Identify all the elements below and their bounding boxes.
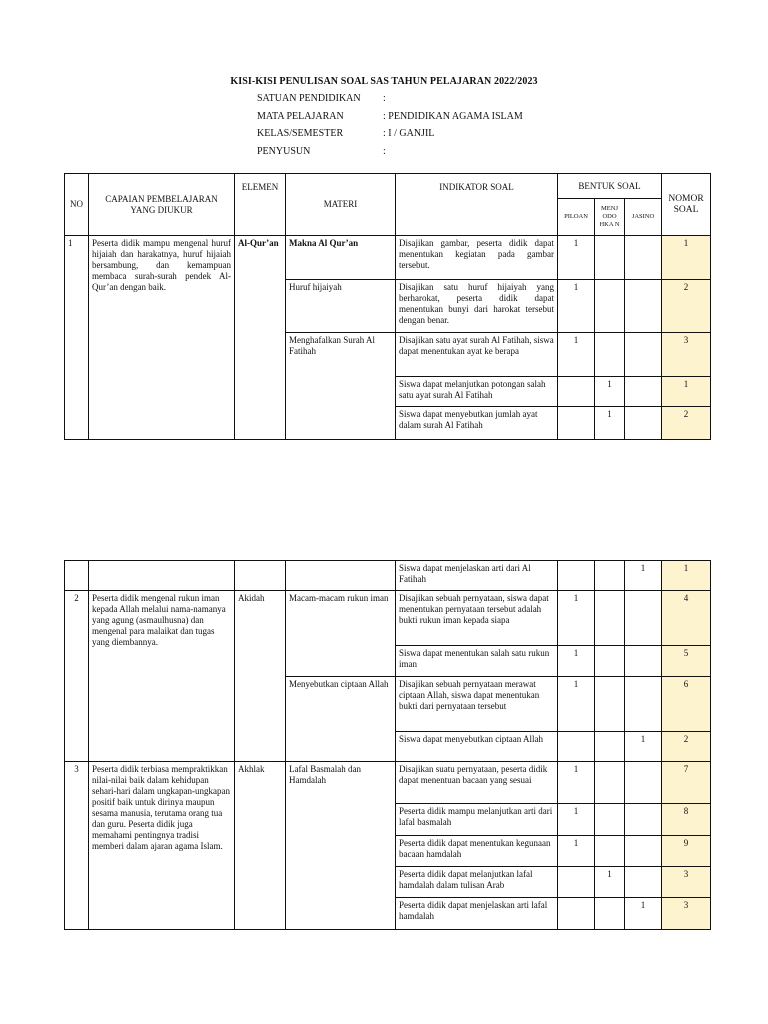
- cell-nomor: 1: [662, 377, 711, 407]
- info-value: :: [383, 145, 386, 157]
- header-bentuk-soal: BENTUK SOAL: [558, 174, 662, 199]
- cell-indikator: Siswa dapat menentukan salah satu rukun iman: [396, 646, 558, 677]
- cell-nomor: 9: [662, 836, 711, 867]
- cell-jasino: 1: [625, 898, 662, 930]
- cell-menjodohkan: [595, 677, 625, 732]
- header-capaian: CAPAIAN PEMBELAJARAN YANG DIUKUR: [89, 174, 235, 236]
- cell-capaian: Peserta didik mampu mengenal huruf hijaiah dan harakatnya, huruf hijaiah bersambung, dan kemampuan membaca surah-surah pendek Al-Qur’an dengan baik.: [89, 236, 235, 440]
- cell-menjodohkan: 1: [595, 867, 625, 898]
- document-title: KISI-KISI PENULISAN SOAL SAS TAHUN PELAJARAN 2022/2023: [230, 76, 538, 87]
- info-label: SATUAN PENDIDIKAN: [257, 93, 361, 104]
- cell-jasino: [625, 836, 662, 867]
- cell-piloan: [558, 867, 595, 898]
- cell-no: 2: [65, 591, 89, 762]
- cell-piloan: 1: [558, 280, 595, 333]
- cell-materi: [286, 561, 396, 591]
- cell-jasino: [625, 762, 662, 804]
- cell-nomor: 7: [662, 762, 711, 804]
- cell-nomor: 4: [662, 591, 711, 646]
- cell-no: [65, 561, 89, 591]
- cell-materi: Lafal Basmalah dan Hamdalah: [286, 762, 396, 930]
- cell-indikator: Disajikan sebuah pernyataan, siswa dapat menentukan pernyataan tersebut adalah bukti rukun iman kepada siapa: [396, 591, 558, 646]
- cell-materi: Menyebutkan ciptaan Allah: [286, 677, 396, 762]
- cell-materi: Makna Al Qur’an: [286, 236, 396, 280]
- cell-indikator: Peserta didik dapat menentukan kegunaan bacaan hamdalah: [396, 836, 558, 867]
- info-value: : I / GANJIL: [383, 128, 435, 139]
- cell-jasino: [625, 867, 662, 898]
- cell-no: 3: [65, 762, 89, 930]
- kisi-kisi-table-2: [64, 560, 711, 930]
- header-menjodohkan: MENJ ODO HKA N: [595, 199, 625, 236]
- cell-jasino: [625, 377, 662, 407]
- cell-menjodohkan: [595, 804, 625, 836]
- cell-nomor: 8: [662, 804, 711, 836]
- cell-piloan: [558, 561, 595, 591]
- cell-piloan: [558, 407, 595, 440]
- cell-piloan: 1: [558, 804, 595, 836]
- cell-jasino: 1: [625, 561, 662, 591]
- cell-jasino: [625, 804, 662, 836]
- cell-nomor: 5: [662, 646, 711, 677]
- info-value: : PENDIDIKAN AGAMA ISLAM: [383, 110, 523, 122]
- cell-piloan: 1: [558, 333, 595, 377]
- cell-elemen: [235, 561, 286, 591]
- cell-elemen: Akidah: [235, 591, 286, 762]
- header-no: NO: [65, 174, 89, 236]
- cell-menjodohkan: [595, 591, 625, 646]
- cell-nomor: 2: [662, 407, 711, 440]
- cell-piloan: 1: [558, 646, 595, 677]
- cell-menjodohkan: [595, 762, 625, 804]
- cell-nomor: 1: [662, 236, 711, 280]
- cell-jasino: [625, 407, 662, 440]
- cell-menjodohkan: [595, 236, 625, 280]
- cell-indikator: Disajikan gambar, peserta didik dapat menentukan kegiatan pada gambar tersebut.: [396, 236, 558, 280]
- cell-jasino: [625, 280, 662, 333]
- info-label: MATA PELAJARAN: [257, 110, 344, 122]
- cell-jasino: [625, 236, 662, 280]
- cell-indikator: Disajikan satu ayat surah Al Fatihah, siswa dapat menentukan ayat ke berapa: [396, 333, 558, 377]
- cell-nomor: 1: [662, 561, 711, 591]
- cell-nomor: 3: [662, 333, 711, 377]
- info-label: KELAS/SEMESTER: [257, 128, 344, 139]
- cell-menjodohkan: [595, 898, 625, 930]
- cell-indikator: Siswa dapat menjelaskan arti dari Al Fatihah: [396, 561, 558, 591]
- cell-materi: Menghafalkan Surah Al Fatihah: [286, 333, 396, 440]
- cell-nomor: 2: [662, 280, 711, 333]
- header-indikator: INDIKATOR SOAL: [396, 174, 558, 236]
- cell-no: 1: [65, 236, 89, 440]
- cell-piloan: 1: [558, 677, 595, 732]
- header-nomor-soal: NOMOR SOAL: [662, 174, 711, 236]
- cell-jasino: [625, 333, 662, 377]
- info-label: PENYUSUN: [257, 145, 311, 157]
- cell-nomor: 3: [662, 898, 711, 930]
- cell-piloan: [558, 732, 595, 762]
- header-materi: MATERI: [286, 174, 396, 236]
- cell-menjodohkan: [595, 646, 625, 677]
- cell-indikator: Peserta didik mampu melanjutkan arti dari lafal basmalah: [396, 804, 558, 836]
- cell-piloan: 1: [558, 236, 595, 280]
- cell-piloan: 1: [558, 591, 595, 646]
- header-piloan: PILOAN: [558, 199, 595, 236]
- info-value: :: [383, 93, 386, 104]
- cell-capaian: [89, 561, 235, 591]
- header-jasino: JASINO: [625, 199, 662, 236]
- cell-jasino: [625, 677, 662, 732]
- cell-nomor: 6: [662, 677, 711, 732]
- cell-piloan: 1: [558, 762, 595, 804]
- cell-indikator: Siswa dapat menyebutkan ciptaan Allah: [396, 732, 558, 762]
- cell-indikator: Siswa dapat melanjutkan potongan salah satu ayat surah Al Fatihah: [396, 377, 558, 407]
- cell-piloan: 1: [558, 836, 595, 867]
- cell-capaian: Peserta didik mengenal rukun iman kepada Allah melalui nama-namanya yang agung (asmaulhusna) dan mengenal para malaikat dan tugas yang diembannya.: [89, 591, 235, 762]
- cell-indikator: Peserta didik dapat melanjutkan lafal hamdalah dalam tulisan Arab: [396, 867, 558, 898]
- cell-piloan: [558, 898, 595, 930]
- cell-menjodohkan: 1: [595, 377, 625, 407]
- cell-elemen: Akhlak: [235, 762, 286, 930]
- cell-indikator: Disajikan sebuah pernyataan merawat ciptaan Allah, siswa dapat menentukan bukti dari pernyataan tersebut: [396, 677, 558, 732]
- cell-jasino: [625, 591, 662, 646]
- cell-menjodohkan: [595, 732, 625, 762]
- cell-menjodohkan: [595, 333, 625, 377]
- cell-menjodohkan: [595, 280, 625, 333]
- cell-materi: Macam-macam rukun iman: [286, 591, 396, 677]
- cell-nomor: 2: [662, 732, 711, 762]
- cell-jasino: [625, 646, 662, 677]
- cell-nomor: 3: [662, 867, 711, 898]
- cell-indikator: Disajikan satu huruf hijaiyah yang berharokat, peserta didik dapat menentukan bunyi dari harokat tersebut dengan benar.: [396, 280, 558, 333]
- cell-menjodohkan: [595, 836, 625, 867]
- kisi-kisi-table-1: [64, 173, 711, 440]
- cell-indikator: Siswa dapat menyebutkan jumlah ayat dalam surah Al Fatihah: [396, 407, 558, 440]
- cell-elemen: Al-Qur’an: [235, 236, 286, 440]
- cell-capaian: Peserta didik terbiasa mempraktikkan nilai-nilai baik dalam kehidupan sehari-hari dalam ungkapan-ungkapan positif baik untuk dirinya maupun sesama manusia, terutama orang tua dan guru. Peserta didik juga memahami pentingnya tradisi memberi dalam ajaran agama Islam.: [89, 762, 235, 930]
- cell-jasino: 1: [625, 732, 662, 762]
- cell-piloan: [558, 377, 595, 407]
- cell-menjodohkan: 1: [595, 407, 625, 440]
- header-elemen: ELEMEN: [235, 174, 286, 236]
- cell-menjodohkan: [595, 561, 625, 591]
- cell-materi: Huruf hijaiyah: [286, 280, 396, 333]
- cell-indikator: Peserta didik dapat menjelaskan arti lafal hamdalah: [396, 898, 558, 930]
- cell-indikator: Disajikan suatu pernyataan, peserta didik dapat menentuan bacaan yang sesuai: [396, 762, 558, 804]
